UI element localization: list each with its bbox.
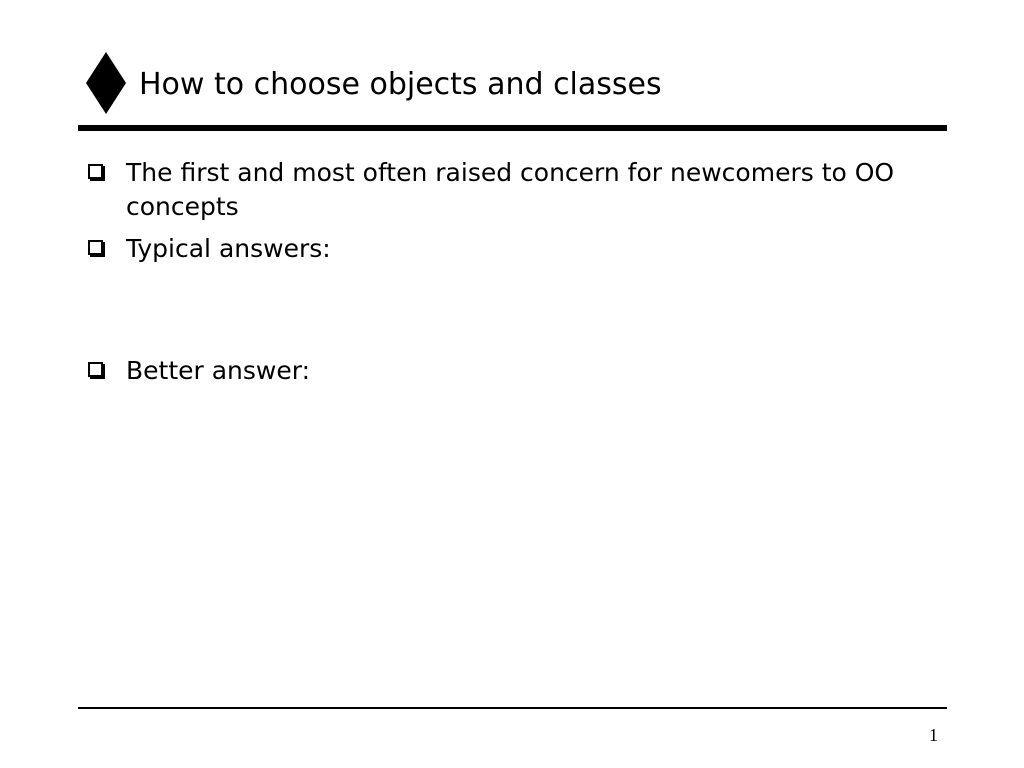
bullet-text: Better answer: xyxy=(126,356,311,385)
bullet-text: Typical answers: xyxy=(126,234,331,263)
hollow-square-bullet-icon xyxy=(88,164,103,179)
hollow-square-bullet-icon xyxy=(88,240,103,255)
diamond-icon xyxy=(86,52,126,114)
page-number: 1 xyxy=(929,725,938,745)
footer-divider xyxy=(78,707,947,709)
title-divider xyxy=(78,125,947,131)
bullet-text: The first and most often raised concern for newcomers to OO concepts xyxy=(126,158,895,221)
hollow-square-bullet-icon xyxy=(88,362,103,377)
slide-title: How to choose objects and classes xyxy=(139,67,662,102)
